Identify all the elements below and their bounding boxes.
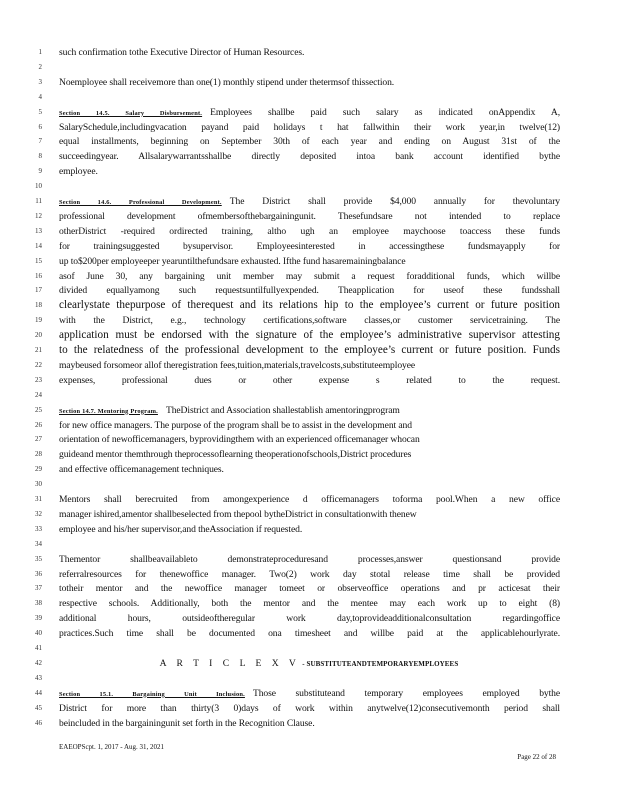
section-heading: Section 14.5. Salary Disbursement. bbox=[59, 109, 203, 117]
line-number: 24 bbox=[35, 390, 42, 399]
line-number: 27 bbox=[35, 435, 42, 444]
line-number: 2 bbox=[38, 62, 42, 71]
line-text bbox=[59, 553, 560, 566]
line-body: practices.Such time shall be documented ona timesheet and willbe paid at the applicablehourlyrate. bbox=[59, 628, 560, 640]
line-number: 34 bbox=[35, 539, 42, 548]
document-line bbox=[0, 523, 618, 536]
line-number: 7 bbox=[38, 137, 42, 146]
line-text bbox=[59, 597, 560, 610]
document-line bbox=[0, 240, 618, 253]
document-line bbox=[0, 374, 618, 387]
document-line bbox=[0, 225, 618, 238]
line-text bbox=[59, 299, 560, 312]
line-text bbox=[59, 344, 560, 357]
line-body: Noemployee shall receivemore than one(1) monthly stipend under thetermsof thissection. bbox=[59, 76, 395, 88]
document-line bbox=[0, 135, 618, 148]
document-line bbox=[0, 419, 618, 432]
line-number: 31 bbox=[35, 495, 42, 503]
document-line bbox=[0, 389, 618, 402]
document-line bbox=[0, 359, 618, 372]
document-line bbox=[0, 448, 618, 461]
line-text bbox=[59, 702, 560, 715]
line-body: orientation of newofficemanagers, byprovidingthem with an experienced officemanager whocan bbox=[59, 434, 420, 446]
line-body: guideand mentor themthrough theprocessoflearning theoperationofschools,District procedures bbox=[59, 449, 412, 461]
line-body: and effective officemanagement techniques. bbox=[59, 464, 224, 476]
document-line bbox=[0, 553, 618, 566]
footer-contract-period: EAEOPScpt. 1, 2017 - Aug. 31, 2021 bbox=[59, 743, 164, 751]
line-body: for trainingsuggested bysupervisor. Employeesinterested in accessingthese fundsmayapply for bbox=[59, 240, 560, 252]
line-body: clearlystate thepurpose of therequest and its relations hip to the employee’s current or future position bbox=[59, 299, 560, 312]
article-heading bbox=[0, 657, 618, 671]
document-line bbox=[0, 538, 618, 551]
document-line bbox=[0, 284, 618, 297]
line-text bbox=[59, 225, 560, 238]
line-body: expenses, professional dues or other expense s related to the request. bbox=[59, 374, 560, 386]
section-heading: Section 15.1. Bargaining Unit Inclusion. bbox=[59, 690, 245, 698]
line-number: 9 bbox=[38, 167, 42, 176]
line-body: equal installments, beginning on September 30th of each year and ending on August 31st of the bbox=[59, 136, 560, 148]
article-title: - SUBSTITUTEANDTEMPORARYEMPLOYEES bbox=[302, 659, 459, 668]
line-body: divided equallyamong such requestsuntilfullyexpended. Theapplication for useof these fundsshall bbox=[59, 285, 560, 297]
line-number: 37 bbox=[35, 584, 42, 593]
footer-page-number: Page 22 of 28 bbox=[517, 753, 556, 761]
line-text bbox=[59, 314, 560, 327]
line-number: 35 bbox=[35, 554, 42, 563]
line-body: respective schools. Additionally, both the mentor and the mentee may each work up to eight (8) bbox=[59, 598, 560, 610]
document-line bbox=[0, 463, 618, 476]
line-body: Employees shallbe paid such salary as indicated onAppendix A, bbox=[210, 106, 561, 118]
document-line bbox=[0, 642, 618, 655]
line-body: TheDistrict and Association shallestablish amentoringprogram bbox=[165, 404, 400, 416]
line-number: 17 bbox=[35, 286, 42, 295]
line-text bbox=[59, 284, 560, 297]
article-number: A R T I C L E X V bbox=[159, 657, 300, 669]
line-body: employee and his/her supervisor,and theAssociation if requested. bbox=[59, 523, 303, 535]
line-text bbox=[59, 329, 560, 342]
document-line bbox=[0, 344, 618, 357]
line-number: 39 bbox=[35, 614, 42, 623]
line-number: 45 bbox=[35, 703, 42, 712]
line-text bbox=[59, 523, 560, 536]
line-number: 4 bbox=[38, 92, 42, 101]
line-number: 15 bbox=[35, 256, 42, 265]
line-text bbox=[59, 195, 560, 209]
document-line bbox=[0, 270, 618, 283]
line-number: 6 bbox=[38, 122, 42, 131]
line-number: 40 bbox=[35, 629, 42, 638]
document-line bbox=[0, 61, 618, 74]
line-number: 19 bbox=[35, 316, 42, 325]
document-line bbox=[0, 404, 618, 417]
line-number: 32 bbox=[35, 509, 42, 518]
document-line bbox=[0, 672, 618, 685]
line-text bbox=[59, 448, 560, 461]
document-line bbox=[0, 433, 618, 446]
document-line bbox=[0, 91, 618, 104]
section-heading: Section 14.6. Professional Development. bbox=[59, 199, 222, 206]
line-number: 18 bbox=[35, 301, 42, 310]
document-line bbox=[0, 121, 618, 134]
line-text bbox=[59, 270, 560, 283]
line-body: succeedingyear. Allsalarywarrantsshallbe directly deposited intoa bank account identified bythe bbox=[59, 151, 560, 163]
line-body: Those substituteand temporary employees employed bythe bbox=[252, 687, 561, 699]
line-body: SalarySchedule,includingvacation payand paid holidays t hat fallwithin their work year,in twelve(12) bbox=[59, 121, 560, 133]
line-text bbox=[59, 493, 560, 506]
line-text bbox=[59, 717, 560, 730]
line-text bbox=[59, 165, 560, 178]
line-body: manager ishired,amentor shallbeselected from thepool bytheDistrict in consultationwith thenew bbox=[59, 508, 417, 520]
line-text bbox=[59, 463, 560, 476]
line-body: maybeused forsomeor allof theregistration fees,tuition,materials,travelcosts,substituteemployee bbox=[59, 359, 416, 371]
document-line bbox=[0, 717, 618, 730]
document-line bbox=[0, 568, 618, 581]
line-number: 1 bbox=[38, 48, 42, 56]
line-text bbox=[59, 121, 560, 134]
document-line bbox=[0, 508, 618, 521]
line-text bbox=[59, 359, 560, 372]
line-number: 25 bbox=[35, 405, 42, 414]
line-body: District for more than thirty(3 0)days of work within anytwelve(12)consecutivemonth period shall bbox=[59, 702, 560, 714]
line-number: 11 bbox=[35, 197, 42, 205]
line-body: professional development ofmembersofthebargainingunit. Thesefundsare not intended to replace bbox=[59, 210, 560, 222]
line-body: Thementor shallbeavailableto demonstrateproceduresand processes,answer questionsand provide bbox=[59, 553, 560, 565]
document-line bbox=[0, 299, 618, 312]
line-number: 44 bbox=[35, 688, 42, 697]
line-text bbox=[59, 627, 560, 640]
line-number: 46 bbox=[35, 718, 42, 727]
section-heading: Section 14.7. Mentoring Program. bbox=[59, 407, 158, 415]
document-line bbox=[0, 150, 618, 163]
line-number: 43 bbox=[35, 673, 42, 682]
line-body: such confirmation tothe Executive Director of Human Resources. bbox=[59, 47, 305, 58]
line-number: 38 bbox=[35, 599, 42, 608]
line-body: totheir mentor and the newoffice manager tomeet or observeoffice operations and pr acticesat their bbox=[59, 583, 560, 595]
line-number: 30 bbox=[35, 480, 42, 489]
line-text bbox=[59, 46, 560, 59]
line-number: 8 bbox=[38, 152, 42, 161]
line-number: 36 bbox=[35, 569, 42, 578]
line-number: 14 bbox=[35, 241, 42, 250]
line-body: employee. bbox=[59, 166, 98, 178]
line-number: 12 bbox=[35, 211, 42, 220]
line-text bbox=[59, 210, 560, 223]
line-number: 3 bbox=[38, 77, 42, 86]
line-text bbox=[59, 106, 560, 120]
line-body: otherDistrict -required ordirected training, altho ugh an employee maychoose toaccess these funds bbox=[59, 225, 560, 237]
line-body: for new office managers. The purpose of the program shall be to assist in the development and bbox=[59, 419, 412, 431]
document-line bbox=[0, 165, 618, 178]
line-text bbox=[59, 582, 560, 595]
line-text bbox=[59, 433, 560, 446]
document-line bbox=[0, 702, 618, 715]
document-line bbox=[0, 478, 618, 491]
line-text bbox=[59, 508, 560, 521]
line-number: 41 bbox=[35, 644, 42, 652]
line-text bbox=[59, 568, 560, 581]
document-line bbox=[0, 612, 618, 625]
document-line bbox=[0, 657, 618, 670]
line-body: to the relatedness of the professional development to the employee’s current or future position. Funds bbox=[59, 344, 560, 356]
document-line bbox=[0, 597, 618, 610]
line-number: 13 bbox=[35, 226, 42, 235]
line-text bbox=[59, 374, 560, 387]
document-line bbox=[0, 106, 618, 119]
line-body: Mentors shall berecruited from amongexperience d officemanagers toforma pool.When a new office bbox=[59, 494, 560, 505]
line-number: 33 bbox=[35, 524, 42, 533]
document-line bbox=[0, 46, 618, 59]
line-number: 26 bbox=[35, 420, 42, 429]
document-line bbox=[0, 210, 618, 223]
line-number: 42 bbox=[35, 658, 42, 667]
line-body: beincluded in the bargainingunit set forth in the Recognition Clause. bbox=[59, 717, 315, 729]
line-number: 29 bbox=[35, 465, 42, 474]
document-line bbox=[0, 314, 618, 327]
line-text bbox=[59, 76, 560, 89]
document-line bbox=[0, 627, 618, 640]
line-text bbox=[59, 404, 560, 418]
line-text bbox=[59, 612, 560, 625]
line-number: 5 bbox=[38, 107, 42, 116]
line-body: with the District, e.g., technology certifications,software classes,or customer servicetraining. The bbox=[59, 315, 560, 327]
line-body: The District shall provide $4,000 annually for thevoluntary bbox=[229, 196, 560, 207]
line-number: 16 bbox=[35, 271, 42, 280]
line-body: additional hours, outsideoftheregular work day,toprovideadditionalconsultation regardingoffice bbox=[59, 613, 560, 625]
line-body: up to$200per employeeper yearuntilthefundsare exhausted. Ifthe fund hasaremainingbalance bbox=[59, 255, 406, 267]
line-body: asof June 30, any bargaining unit member may submit a request foradditional funds, which willbe bbox=[59, 270, 560, 282]
document-line bbox=[0, 255, 618, 268]
document-line bbox=[0, 76, 618, 89]
line-number: 23 bbox=[35, 375, 42, 384]
document-line bbox=[0, 582, 618, 595]
document-line bbox=[0, 687, 618, 700]
line-number: 22 bbox=[35, 360, 42, 369]
line-number: 20 bbox=[35, 331, 42, 340]
line-text bbox=[59, 419, 560, 432]
line-number: 10 bbox=[35, 182, 42, 191]
line-text bbox=[59, 255, 560, 268]
document-line bbox=[0, 329, 618, 342]
line-text bbox=[59, 687, 560, 701]
line-text bbox=[59, 240, 560, 253]
line-body: referralresources for thenewoffice manager. Two(2) work day stotal release time shall be provided bbox=[59, 568, 560, 580]
line-text bbox=[59, 135, 560, 148]
line-body: application must be endorsed with the signature of the employee’s administrative supervisor attesting bbox=[59, 329, 560, 342]
line-number: 28 bbox=[35, 450, 42, 459]
line-text bbox=[59, 150, 560, 163]
line-number: 21 bbox=[35, 346, 42, 354]
document-line bbox=[0, 195, 618, 208]
document-line bbox=[0, 493, 618, 506]
document-line bbox=[0, 180, 618, 193]
